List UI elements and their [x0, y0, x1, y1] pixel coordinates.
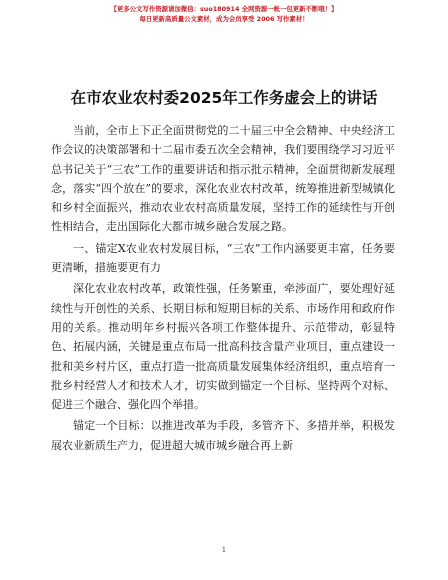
paragraph-goal: 锚定一个目标：以推进改革为手段，多管齐下、多措并举，积极发展农业新质生产力，促进超大城市城乡融合再上新: [51, 419, 395, 452]
promo-banner-line-2: 每日更新高质量公文素材，成为会员享受 2006 写作素材！: [139, 15, 309, 23]
document-body: [51, 121, 395, 455]
paragraph-section-1: 深化农业农村改革，政策性强，任务繁重，牵涉面广，要处理好延续性与开创性的关系、长期目标和短期目标的关系、市场作用和政府作用的关系。推动明年乡村振兴各项工作整体提升、示范带动，彰显特色、拓展内涵，关键是重点布局一批高科技含量产业项目，重点建设一批和美乡村片区，重点打造一批高质量发展集体经济组织，重点培育一批乡村经营人才和技术人才，切实做到锚定一个目标、坚持两个对标、促进三个融合、强化四个举措。: [51, 282, 395, 412]
section-heading-1: 一、锚定X农业农村发展目标，“三农”工作内涵要更丰富，任务要更清晰，措施要更有力: [51, 241, 395, 275]
paragraph-intro: 当前，全市上下正全面贯彻党的二十届三中全会精神、中央经济工作会议的决策部署和十二届市委五次全会精神，我们要围绕学习习近平总书记关于“三农”工作的重要讲话和指示批示精神，全面贯彻新发展理念，落实“四个放在”的要求，深化农业农村改革，统筹推进新型城镇化和乡村全面振兴，推动农业农村高质量发展，坚持工作的延续性与开创性相结合，走出国际化大都市城乡融合发展之路。: [51, 124, 395, 234]
document-title: 在市农业农村委2025年工作务虚会上的讲话: [70, 89, 378, 107]
promo-banner: [0, 4, 448, 24]
page-number: 1: [221, 546, 227, 554]
promo-banner-line-1: 【更多公文写作资源请加微信：suo180914 全网资源一帐一包更新不断哦！】: [110, 5, 338, 13]
